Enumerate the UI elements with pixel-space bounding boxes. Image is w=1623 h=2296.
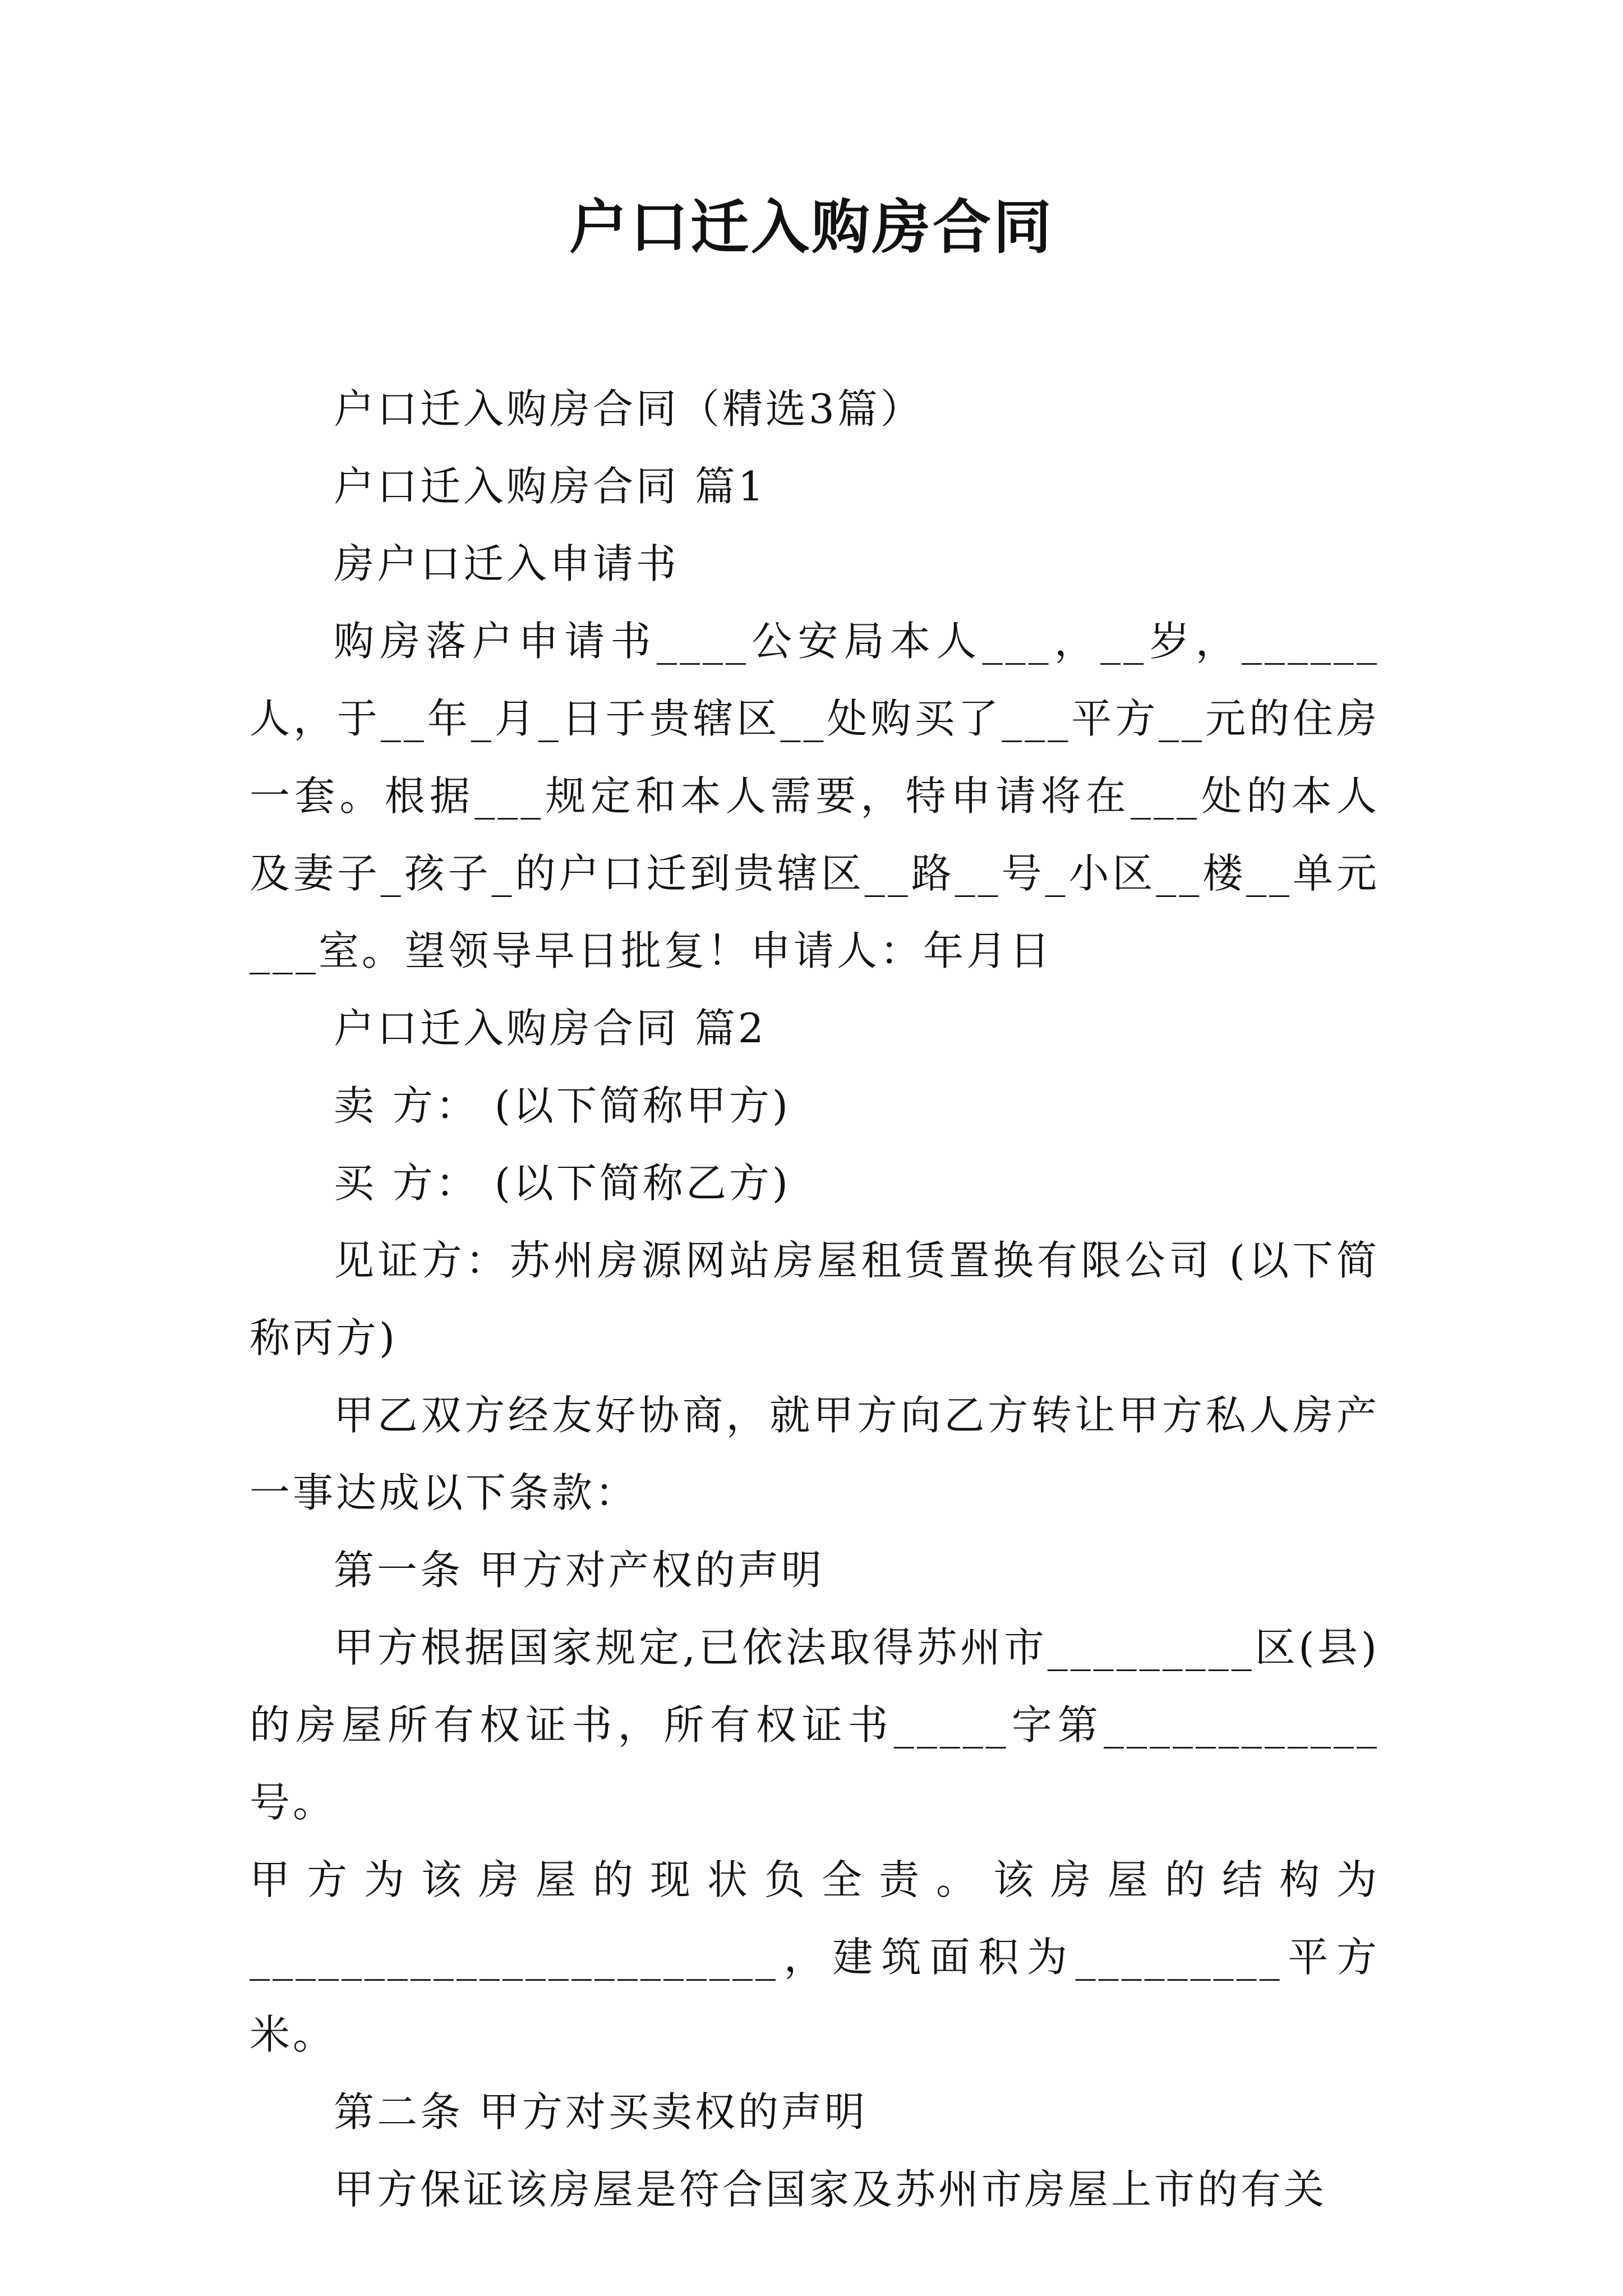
paragraph-article-1-area: _______________________，建筑面积为_________平方米。 xyxy=(250,1934,1380,2058)
paragraph-subtitle: 户口迁入购房合同（精选3篇） xyxy=(334,385,924,432)
paragraph-witness: 见证方：苏州房源网站房屋租赁置换有限公司 (以下简称丙方) xyxy=(250,1237,1380,1361)
paragraph-article-2-heading: 第二条 甲方对买卖权的声明 xyxy=(334,2088,868,2136)
paragraph-article-1-structure: 甲方为该房屋的现状负全责。该房屋的结构为 xyxy=(250,1856,1380,1903)
paragraph-agreement-intro: 甲乙双方经友好协商，就甲方向乙方转让甲方私人房产一事达成以下条款： xyxy=(250,1392,1380,1516)
document-body xyxy=(250,370,1380,2228)
paragraph-article-1-body: 甲方根据国家规定,已依法取得苏州市_________区(县)的房屋所有权证书，所有权证书_____字第____________号。 xyxy=(250,1624,1380,1826)
document-title: 户口迁入购房合同 xyxy=(569,192,1054,261)
paragraph-article-1-heading: 第一条 甲方对产权的声明 xyxy=(334,1547,824,1594)
paragraph-section-2-heading: 户口迁入购房合同 篇2 xyxy=(334,1005,767,1052)
paragraph-article-2-body: 甲方保证该房屋是符合国家及苏州市房屋上市的有关 xyxy=(334,2166,1327,2213)
paragraph-section-1-heading: 户口迁入购房合同 篇1 xyxy=(334,463,767,510)
paragraph-application-title: 房户口迁入申请书 xyxy=(334,540,680,587)
paragraph-application-body: 购房落户申请书____公安局本人___，__岁，______人，于__年_月_日于贵辖区__处购买了___平方__元的住房一套。根据___规定和本人需要，特申请将在___处的本人及妻子_孩子_的户口迁到贵辖区__路__号_小区__楼__单元___室。望领导早日批复！申请人：年月日 xyxy=(250,618,1380,974)
paragraph-buyer: 买 方： (以下简称乙方) xyxy=(334,1159,791,1207)
paragraph-seller: 卖 方： (以下简称甲方) xyxy=(334,1082,791,1129)
